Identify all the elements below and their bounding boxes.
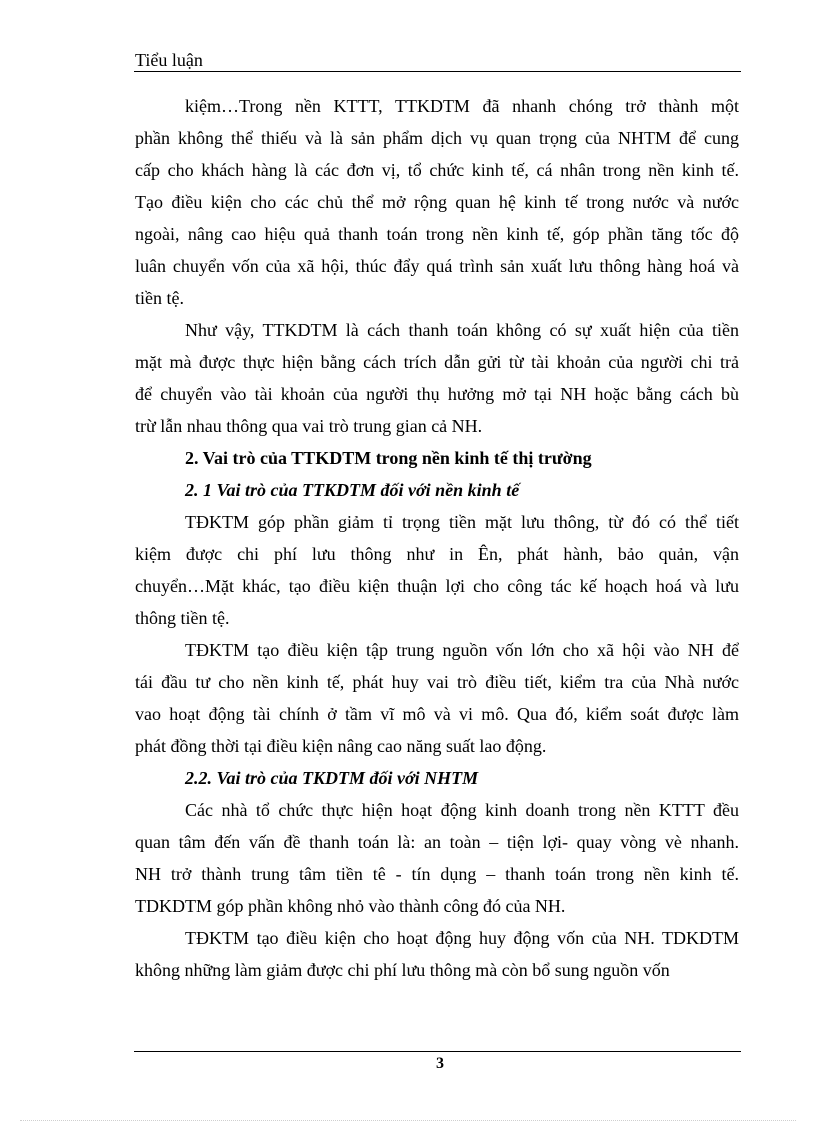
body-line: kiệm…Trong nền KTTT, TTKDTM đã nhanh chóng trở thành một (185, 96, 739, 116)
body-line: TĐKTM tạo điều kiện tập trung nguồn vốn lớn cho xã hội vào NH để (185, 640, 739, 660)
body-line: mặt mà được thực hiện bằng cách trích dẫn gửi từ tài khoản của người chi trả (135, 352, 739, 372)
body-line: luân chuyển vốn của xã hội, thúc đẩy quá trình sản xuất lưu thông hàng hoá và (135, 256, 739, 276)
section-heading: 2. Vai trò của TTKDTM trong nền kinh tế thị trường (185, 448, 592, 468)
page-edge (20, 1120, 796, 1121)
body-line: cấp cho khách hàng là các đơn vị, tổ chức kinh tế, cá nhân trong nền kinh tế. (135, 160, 739, 180)
body-line: Như vậy, TTKDTM là cách thanh toán không có sự xuất hiện của tiền (185, 320, 739, 340)
footer-rule (134, 1051, 741, 1052)
body-line: tái đầu tư cho nền kinh tế, phát huy vai trò điều tiết, kiểm tra của Nhà nước (135, 672, 739, 692)
body-line: vao hoạt động tài chính ở tầm vĩ mô và vi mô. Qua đó, kiểm soát được làm (135, 704, 739, 724)
body-line: thông tiền tệ. (135, 608, 230, 628)
body-line: phát đồng thời tại điều kiện nâng cao năng suất lao động. (135, 736, 547, 756)
body-line: Các nhà tổ chức thực hiện hoạt động kinh doanh trong nền KTTT đều (185, 800, 739, 820)
body-line: phần không thể thiếu và là sản phẩm dịch vụ quan trọng của NHTM để cung (135, 128, 739, 148)
body-line: tiền tệ. (135, 288, 184, 308)
body-line: quan tâm đến vấn đề thanh toán là: an toàn – tiện lợi- quay vòng vè nhanh. (135, 832, 739, 852)
body-line: kiệm được chi phí lưu thông như in Ên, phát hành, bảo quản, vận (135, 544, 739, 564)
body-line: chuyển…Mặt khác, tạo điều kiện thuận lợi cho công tác kế hoạch hoá và lưu (135, 576, 739, 596)
header-rule (134, 71, 741, 72)
body-line: TĐKTM góp phần giảm tỉ trọng tiền mặt lưu thông, từ đó có thể tiết (185, 512, 739, 532)
document-body (135, 90, 739, 986)
body-line: NH trở thành trung tâm tiền tê - tín dụng – thanh toán trong nền kinh tế. (135, 864, 739, 884)
body-line: TĐKTM tạo điều kiện cho hoạt động huy động vốn của NH. TDKDTM (185, 928, 739, 948)
body-line: trừ lẫn nhau thông qua vai trò trung gian cả NH. (135, 416, 483, 436)
body-line: TDKDTM góp phần không nhỏ vào thành công đó của NH. (135, 896, 566, 916)
document-header-title: Tiểu luận (135, 50, 203, 70)
body-line: ngoài, nâng cao hiệu quả thanh toán trong nền kinh tế, góp phần tăng tốc độ (135, 224, 739, 244)
body-line: Tạo điều kiện cho các chủ thể mở rộng quan hệ kinh tế trong nước và nước (135, 192, 739, 212)
body-line: để chuyển vào tài khoản của người thụ hưởng mở tại NH hoặc bằng cách bù (135, 384, 739, 404)
page-number: 3 (436, 1055, 444, 1072)
body-line: không những làm giảm được chi phí lưu thông mà còn bổ sung nguồn vốn (135, 960, 670, 980)
subsection-heading: 2. 1 Vai trò của TTKDTM đối với nền kinh tế (185, 480, 520, 500)
subsection-heading: 2.2. Vai trò của TKDTM đối với NHTM (185, 768, 479, 788)
